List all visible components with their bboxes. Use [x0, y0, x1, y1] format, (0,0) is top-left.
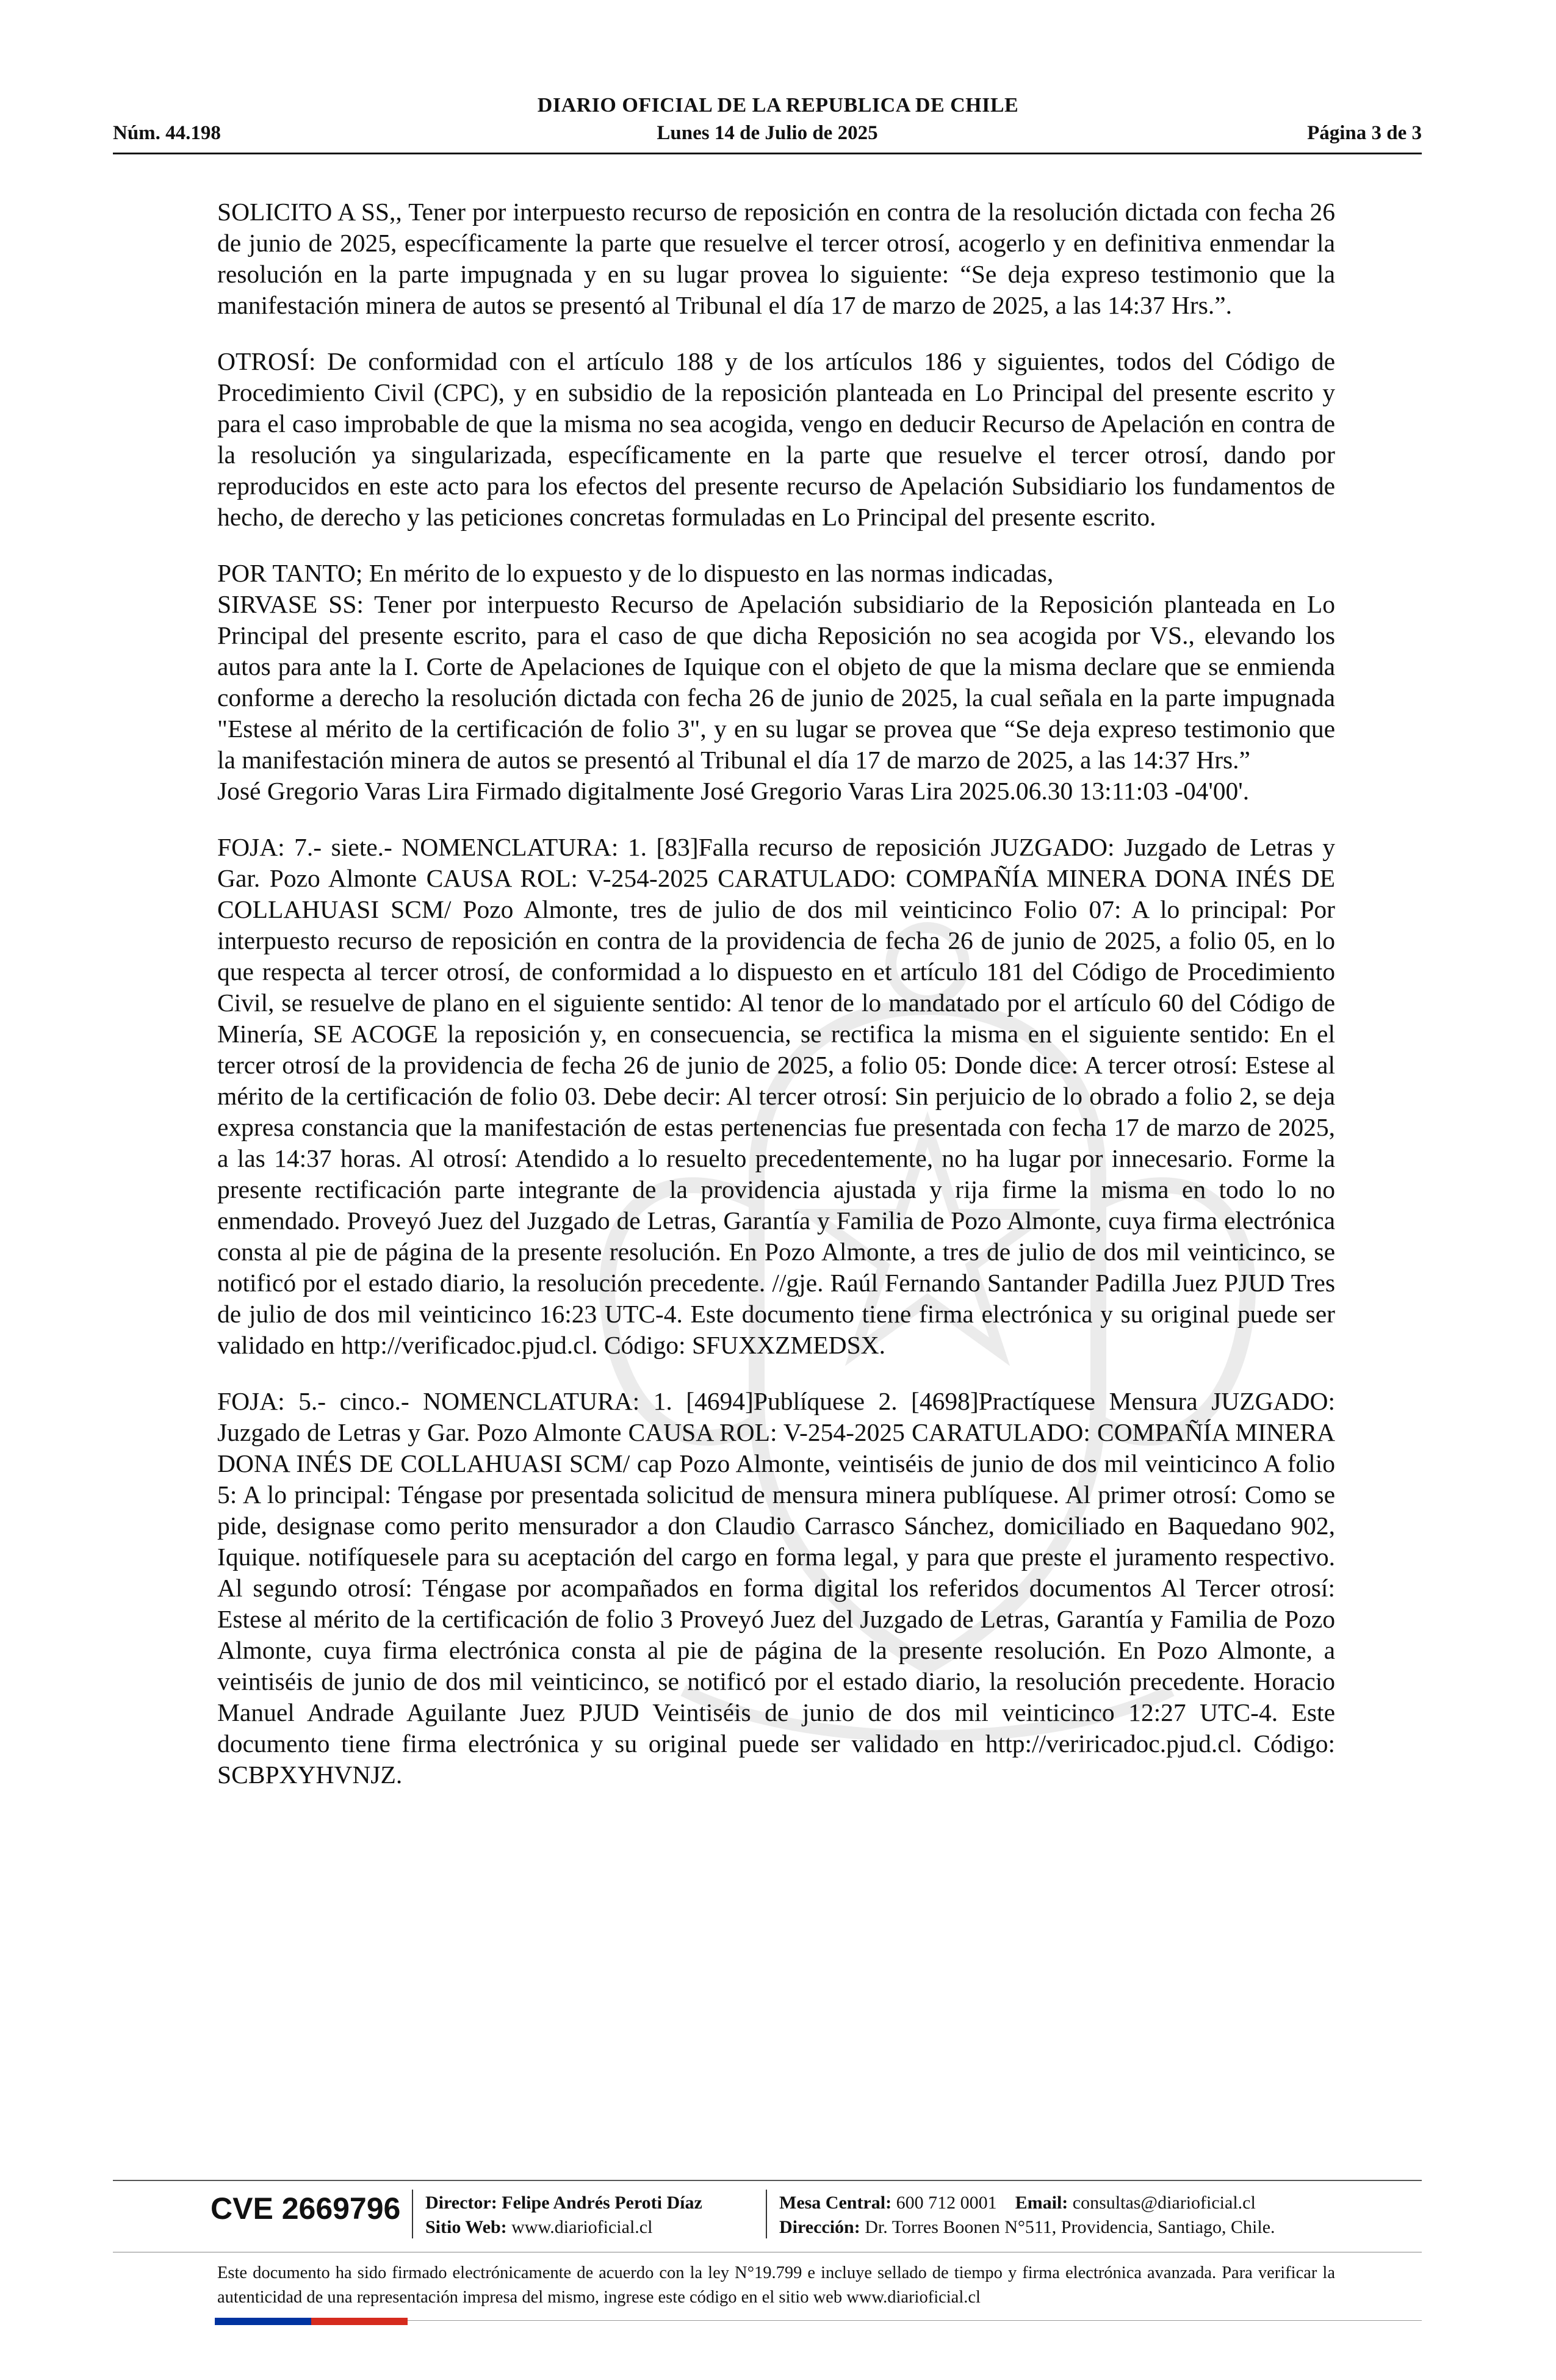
- flag-stripe-blue: [215, 2318, 311, 2325]
- footer-contact-block: [779, 2191, 1275, 2240]
- issue-number: Núm. 44.198: [113, 122, 221, 144]
- cve-code: CVE 2669796: [211, 2191, 401, 2226]
- site-label: Sitio Web:: [425, 2217, 507, 2237]
- footer-top-divider: [113, 2180, 1422, 2181]
- footer-separator: [412, 2190, 413, 2238]
- mesa-label: Mesa Central:: [779, 2193, 892, 2213]
- email-link[interactable]: consultas@diarioficial.cl: [1072, 2193, 1256, 2213]
- email-label: Email:: [1015, 2193, 1068, 2213]
- site-link[interactable]: www.diarioficial.cl: [511, 2217, 653, 2237]
- header-divider: [113, 153, 1422, 154]
- paragraph-signature: José Gregorio Varas Lira Firmado digitalmente José Gregorio Varas Lira 2025.06.30 13:11:03 -04'00'.: [217, 777, 1250, 805]
- flag-stripe-red: [311, 2318, 408, 2325]
- page-header: [113, 122, 1422, 149]
- document-body: [217, 197, 1335, 1816]
- paragraph-solicito: SOLICITO A SS,, Tener por interpuesto recurso de reposición en contra de la resolución dictada con fecha 26 de junio de 2025, específicamente la parte que resuelve el tercer otrosí, acogerlo y en definitiva enmendar la resolución en la parte impugnada y en su lugar provea lo siguiente: “Se deja expreso testimonio que la manifestación minera de autos se presentó al Tribunal el día 17 de marzo de 2025, a las 14:37 Hrs.”.: [217, 198, 1335, 319]
- mesa-phone: 600 712 0001: [896, 2193, 997, 2213]
- paragraph-foja-7: FOJA: 7.- siete.- NOMENCLATURA: 1. [83]Falla recurso de reposición JUZGADO: Juzgado de Letras y Gar. Pozo Almonte CAUSA ROL: V-254-2025 CARATULADO: COMPAÑÍA MINERA DONA INÉS DE COLLAHUASI SCM/ Pozo Almonte, tres de julio de dos mil veinticinco Folio 07: A lo principal: Por interpuesto recurso de reposición en contra de la providencia de fecha 26 de junio de 2025, a folio 05, en lo que respecta al tercer otrosí, de conformidad a lo dispuesto en et artículo 181 del Código de Procedimiento Civil, se resuelve de plano en el siguiente sentido: Al tenor de lo mandatado por el artículo 60 del Código de Minería, SE ACOGE la reposición y, en consecuencia, se rectifica la misma en el siguiente sentido: En el tercer otrosí de la providencia de fecha 26 de junio de 2025, a folio 05: Donde dice: A tercer otrosí: Estese al mérito de la certificación de folio 03. Debe decir: Al tercer otrosí: Sin perjuicio de lo obrado a folio 2, se deja expresa constancia que la manifestación de estas pertenencias fue presentada con fecha 17 de marzo de 2025, a las 14:37 horas. Al otrosí: Atendido a lo resuelto precedentemente, no ha lugar por innecesario. Forme la presente rectificación parte integrante de la providencia ajustada y rija firme la misma en todo lo no enmendado. Proveyó Juez del Juzgado de Letras, Garantía y Familia de Pozo Almonte, cuya firma electrónica consta al pie de página de la presente resolución. En Pozo Almonte, a tres de julio de dos mil veinticinco, se notificó por el estado diario, la resolución precedente. //gje. Raúl Fernando Santander Padilla Juez PJUD Tres de julio de dos mil veinticinco 16:23 UTC-4. Este documento tiene firma electrónica y su original puede ser validado en http://verificadoc.pjud.cl. Código: SFUXXZMEDSX.: [217, 833, 1335, 1359]
- issue-date: Lunes 14 de Julio de 2025: [657, 122, 878, 144]
- page-number: Página 3 de 3: [1307, 122, 1422, 144]
- director-name: Felipe Andrés Peroti Díaz: [502, 2193, 702, 2213]
- footer-legal-notice: Este documento ha sido firmado electrónicamente de acuerdo con la ley N°19.799 e incluye sellado de tiempo y firma electrónica avanzada. Para verificar la autenticidad de una representación impresa del mismo, ingrese este código en el sitio web www.diarioficial.cl: [217, 2263, 1335, 2307]
- address-value: Dr. Torres Boonen N°511, Providencia, Santiago, Chile.: [865, 2217, 1275, 2237]
- publication-title: DIARIO OFICIAL DE LA REPUBLICA DE CHILE: [537, 94, 1019, 117]
- address-label: Dirección:: [779, 2217, 860, 2237]
- director-label: Director:: [425, 2193, 497, 2213]
- footer-director-block: [425, 2191, 702, 2240]
- footer-separator: [766, 2190, 767, 2238]
- footer-bottom-divider: [408, 2320, 1422, 2321]
- paragraph-foja-5: FOJA: 5.- cinco.- NOMENCLATURA: 1. [4694]Publíquese 2. [4698]Practíquese Mensura JUZGADO: Juzgado de Letras y Gar. Pozo Almonte CAUSA ROL: V-254-2025 CARATULADO: COMPAÑÍA MINERA DONA INÉS DE COLLAHUASI SCM/ cap Pozo Almonte, veintiséis de junio de dos mil veinticinco A folio 5: A lo principal: Téngase por presentada solicitud de mensura minera publíquese. Al primer otrosí: Como se pide, designase como perito mensurador a don Claudio Carrasco Sánchez, domiciliado en Baquedano 902, Iquique. notifíquesele para su aceptación del cargo en forma legal, y para que preste el juramento respectivo. Al segundo otrosí: Téngase por acompañados en forma digital los referidos documentos Al Tercer otrosí: Estese al mérito de la certificación de folio 3 Proveyó Juez del Juzgado de Letras, Garantía y Familia de Pozo Almonte, cuya firma electrónica consta al pie de página de la presente resolución. En Pozo Almonte, a veintiséis de junio de dos mil veinticinco, se notificó por el estado diario, la resolución precedente. Horacio Manuel Andrade Aguilante Juez PJUD Veintiséis de junio de dos mil veinticinco 12:27 UTC-4. Este documento tiene firma electrónica y su original puede ser validado en http://veriricadoc.pjud.cl. Código: SCBPXYHVNJZ.: [217, 1387, 1335, 1789]
- paragraph-por-tanto: POR TANTO; En mérito de lo expuesto y de lo dispuesto en las normas indicadas,: [217, 559, 1054, 587]
- paragraph-otrosi: OTROSÍ: De conformidad con el artículo 188 y de los artículos 186 y siguientes, todos del Código de Procedimiento Civil (CPC), y en subsidio de la reposición planteada en Lo Principal del presente escrito y para el caso improbable de que la misma no sea acogida, vengo en deducir Recurso de Apelación en contra de la resolución ya singularizada, específicamente en la parte que resuelve el tercer otrosí, dando por reproducidos en este acto para los efectos del presente recurso de Apelación Subsidiario los fundamentos de hecho, de derecho y las peticiones concretas formuladas en Lo Principal del presente escrito.: [217, 347, 1335, 531]
- paragraph-sirvase: SIRVASE SS: Tener por interpuesto Recurso de Apelación subsidiario de la Reposición planteada en Lo Principal del presente escrito, para el caso de que dicha Reposición no sea acogida por VS., elevando los autos para ante la I. Corte de Apelaciones de Iquique con el objeto de que la misma declare que se enmienda conforme a derecho la resolución dictada con fecha 26 de junio de 2025, la cual señala en la parte impugnada "Estese al mérito de la certificación de folio 3", y en su lugar se provea que “Se deja expreso testimonio que la manifestación minera de autos se presentó al Tribunal el día 17 de marzo de 2025, a las 14:37 Hrs.”: [217, 590, 1335, 774]
